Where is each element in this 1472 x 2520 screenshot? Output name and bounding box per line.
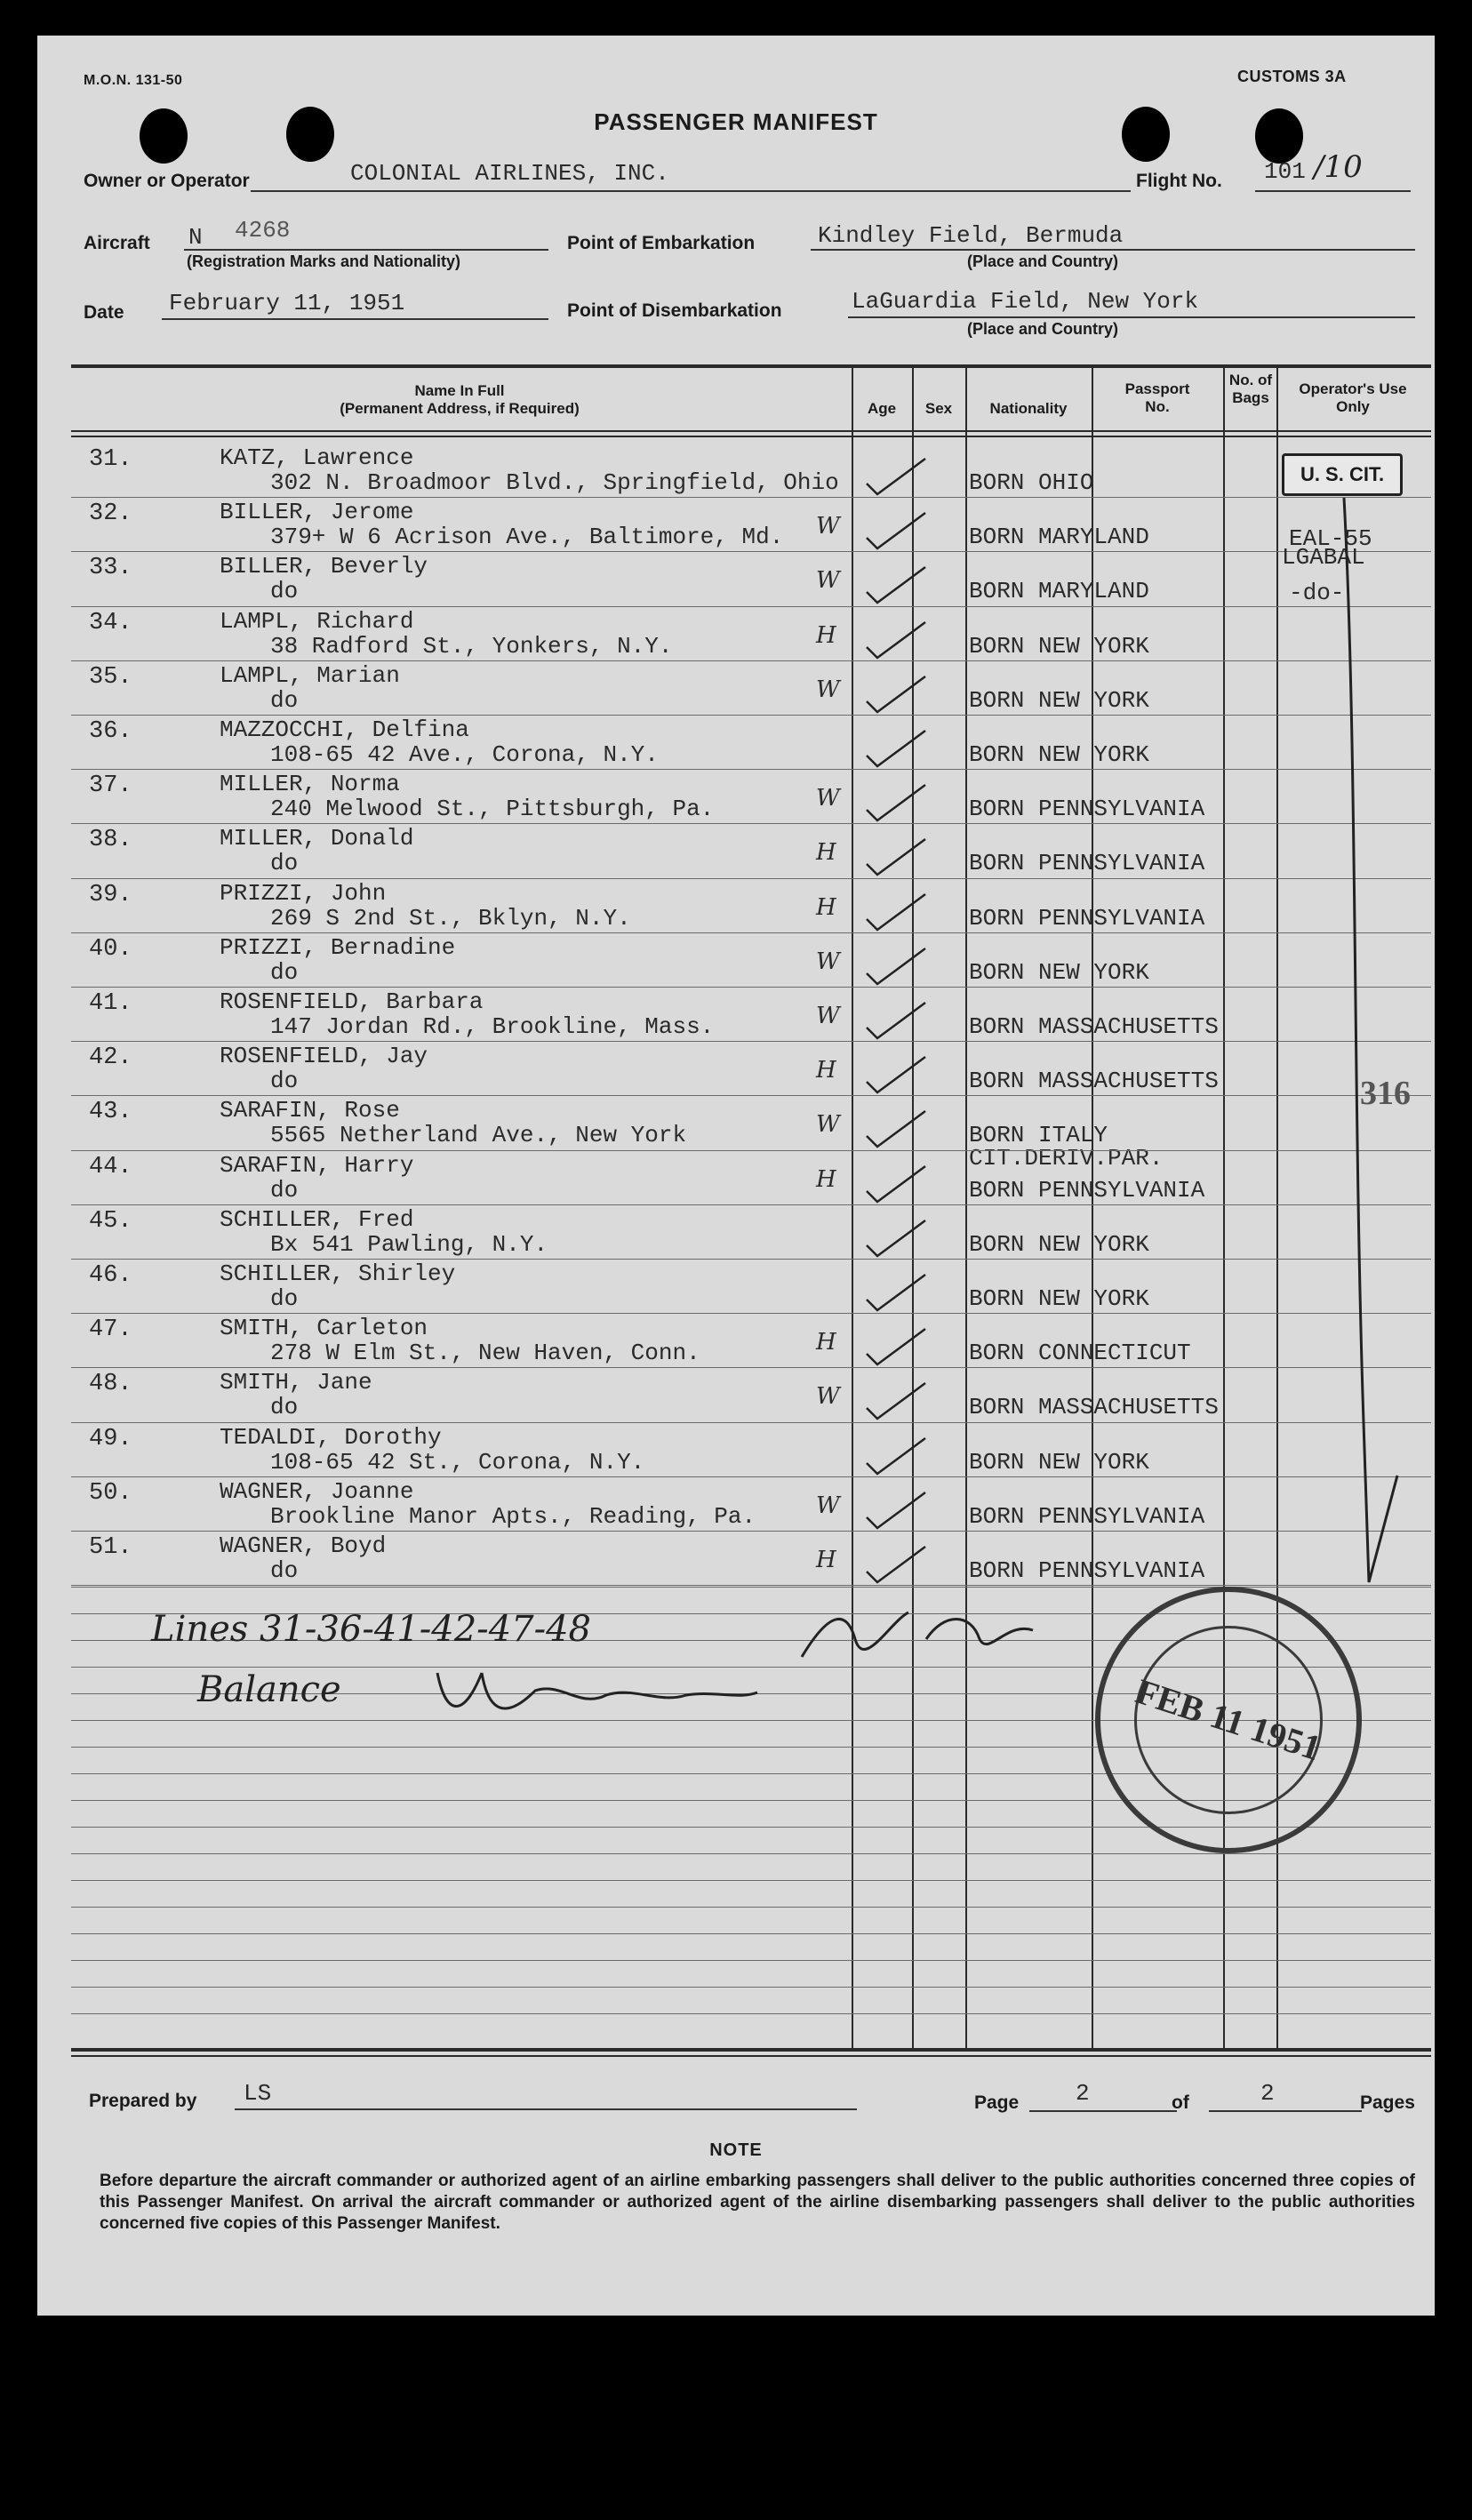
passenger-sex: W xyxy=(816,948,840,975)
page-title: PASSENGER MANIFEST xyxy=(594,108,878,135)
passenger-name: ROSENFIELD, Barbara xyxy=(220,988,484,1015)
age-check-mark xyxy=(860,1378,931,1422)
handwritten-signature xyxy=(428,1655,766,1726)
passenger-address: do xyxy=(270,1557,299,1584)
passenger-address: do xyxy=(270,1176,299,1204)
row-number: 43. xyxy=(89,1099,132,1126)
embark-underline xyxy=(811,249,1415,251)
row-number: 47. xyxy=(89,1316,132,1344)
passenger-name: KATZ, Lawrence xyxy=(220,444,414,471)
age-check-mark xyxy=(860,943,931,988)
passenger-name: MILLER, Norma xyxy=(220,771,400,798)
col-header-name-sub: (Permanent Address, if Required) xyxy=(340,400,580,417)
age-check-mark xyxy=(860,1161,931,1205)
row-divider xyxy=(71,497,1431,498)
col-header-age: Age xyxy=(867,400,897,417)
pages-label: Pages xyxy=(1360,2092,1415,2113)
age-check-mark xyxy=(860,997,931,1042)
passenger-name: SARAFIN, Rose xyxy=(220,1097,400,1124)
aircraft-value: 4268 xyxy=(235,217,291,244)
row-divider xyxy=(71,823,1431,824)
dept-justice-stamp xyxy=(1095,1587,1362,1853)
row-number: 38. xyxy=(89,827,132,854)
passenger-address: 240 Melwood St., Pittsburgh, Pa. xyxy=(270,796,715,823)
passenger-nationality: BORN MARYLAND xyxy=(969,524,1149,551)
passenger-sex: W xyxy=(816,785,840,812)
passenger-sex: W xyxy=(816,1003,840,1029)
passenger-sex: H xyxy=(816,839,836,867)
operator-extra-note: LGABAL xyxy=(1282,544,1365,571)
table-header-border-2 xyxy=(71,436,1431,437)
passenger-address: 269 S 2nd St., Bklyn, N.Y. xyxy=(270,904,631,932)
of-label: of xyxy=(1172,2092,1189,2113)
age-check-mark xyxy=(860,671,931,716)
age-check-mark xyxy=(860,1324,931,1368)
passenger-address: 5565 Netherland Ave., New York xyxy=(270,1122,687,1149)
prepared-underline xyxy=(235,2108,857,2110)
note-text: Before departure the aircraft commander or authorized agent of an airline embarking passengers shall deliver to the public authorities concerned three copies of this Passenger Manifest. On arrival the aircraft commander or authorized agent of the airline disembarking passengers shall deliver to the public authorities concerned five copies of this Passenger Manifest. xyxy=(100,2172,1415,2233)
row-divider xyxy=(71,551,1431,552)
age-check-mark xyxy=(860,1052,931,1096)
passenger-sex: H xyxy=(816,893,836,921)
passenger-nationality: BORN MASSACHUSETTS xyxy=(969,1068,1219,1095)
passenger-address: 38 Radford St., Yonkers, N.Y. xyxy=(270,632,673,660)
total-underline xyxy=(1209,2110,1362,2112)
row-number: 34. xyxy=(89,609,132,636)
passenger-sex: H xyxy=(816,1329,836,1356)
passenger-address: do xyxy=(270,686,299,714)
passenger-sex: H xyxy=(816,1547,836,1573)
row-number: 40. xyxy=(89,935,132,963)
passenger-address: do xyxy=(270,578,299,605)
disembark-value: LaGuardia Field, New York xyxy=(852,288,1199,315)
age-check-mark xyxy=(860,1433,931,1477)
passenger-name: SARAFIN, Harry xyxy=(220,1151,414,1179)
age-check-mark xyxy=(860,617,931,661)
passenger-address: 278 W Elm St., New Haven, Conn. xyxy=(270,1340,700,1367)
row-divider xyxy=(71,1095,1431,1096)
stamp-date: FEB 11 1951 xyxy=(1131,1670,1326,1769)
passenger-nationality: BORN PENNSYLVANIA xyxy=(969,850,1205,877)
flight-underline xyxy=(1255,190,1411,192)
passenger-name: SCHILLER, Shirley xyxy=(220,1260,456,1287)
handwritten-initials xyxy=(793,1604,1060,1675)
empty-row-line xyxy=(71,1987,1431,1988)
table-header-border xyxy=(71,430,1431,432)
aircraft-label: Aircraft xyxy=(84,233,150,253)
date-underline xyxy=(162,318,548,320)
row-number: 32. xyxy=(89,500,132,528)
passenger-nationality: BORN ITALY xyxy=(969,1122,1108,1149)
row-number: 48. xyxy=(89,1371,132,1398)
passenger-address: do xyxy=(270,1285,299,1312)
row-divider xyxy=(71,1476,1431,1477)
passenger-sex: H xyxy=(816,1057,836,1084)
age-check-mark xyxy=(860,834,931,878)
age-check-mark xyxy=(860,725,931,770)
passenger-nationality: BORN MASSACHUSETTS xyxy=(969,1013,1219,1040)
passenger-sex: W xyxy=(816,567,840,595)
passenger-address: do xyxy=(270,1068,299,1095)
row-divider xyxy=(71,1204,1431,1205)
col-divider-passport xyxy=(1092,366,1093,2048)
passenger-address: do xyxy=(270,958,299,986)
passenger-name: MILLER, Donald xyxy=(220,825,414,852)
passenger-nationality: BORN CONNECTICUT xyxy=(969,1340,1191,1367)
empty-row-line xyxy=(71,1880,1431,1881)
passenger-sex: W xyxy=(816,513,840,540)
empty-row-line xyxy=(71,1853,1431,1854)
passenger-nationality: BORN NEW YORK xyxy=(969,1448,1149,1476)
passenger-nationality: BORN NEW YORK xyxy=(969,958,1149,986)
col-header-name xyxy=(73,382,846,418)
passenger-nationality: BORN NEW YORK xyxy=(969,686,1149,714)
passenger-address: do xyxy=(270,850,299,877)
passenger-sex: W xyxy=(816,1383,840,1411)
passenger-nationality: BORN OHIO xyxy=(969,469,1094,496)
row-number: 36. xyxy=(89,718,132,745)
embark-place-sublabel: (Place and Country) xyxy=(967,252,1119,270)
passenger-name: LAMPL, Richard xyxy=(220,607,414,635)
aircraft-underline xyxy=(184,249,548,251)
passenger-nationality: BORN MASSACHUSETTS xyxy=(969,1394,1219,1421)
operator-check-mark xyxy=(1317,480,1415,1653)
aircraft-sublabel: (Registration Marks and Nationality) xyxy=(187,252,461,270)
passenger-name: SMITH, Carleton xyxy=(220,1315,428,1342)
page-label: Page xyxy=(974,2092,1020,2113)
form-number: M.O.N. 131-50 xyxy=(84,73,183,88)
passenger-address: Bx 541 Pawling, N.Y. xyxy=(270,1230,548,1258)
us-citizen-box: U. S. CIT. xyxy=(1282,453,1403,496)
row-divider xyxy=(71,1531,1431,1532)
empty-row-line xyxy=(71,1907,1431,1908)
col-divider-nationality xyxy=(965,366,967,2048)
col-header-operator: Operator's Use Only xyxy=(1299,380,1407,415)
empty-row-line xyxy=(71,1933,1431,1934)
passenger-name: SCHILLER, Fred xyxy=(220,1205,414,1233)
table-bottom-border-2 xyxy=(71,2055,1431,2057)
page-value: 2 xyxy=(1076,2080,1090,2107)
passenger-address: Brookline Manor Apts., Reading, Pa. xyxy=(270,1502,756,1530)
passenger-address: 379+ W 6 Acrison Ave., Baltimore, Md. xyxy=(270,524,784,551)
customs-label: CUSTOMS 3A xyxy=(1237,68,1347,85)
owner-underline xyxy=(251,190,1131,192)
passenger-sex: W xyxy=(816,1492,840,1519)
passenger-nationality: BORN PENNSYLVANIA xyxy=(969,796,1205,823)
col-divider-age xyxy=(852,366,853,2048)
passenger-nationality: BORN NEW YORK xyxy=(969,1230,1149,1258)
passenger-nationality: BORN PENNSYLVANIA xyxy=(969,904,1205,932)
passenger-name: SMITH, Jane xyxy=(220,1369,372,1396)
age-check-mark xyxy=(860,889,931,933)
row-number: 44. xyxy=(89,1153,132,1180)
age-check-mark xyxy=(860,562,931,606)
row-number: 37. xyxy=(89,772,132,800)
passenger-address: 302 N. Broadmoor Blvd., Springfield, Ohio xyxy=(270,469,839,496)
passenger-name: TEDALDI, Dorothy xyxy=(220,1423,442,1451)
age-check-mark xyxy=(860,1106,931,1150)
col-header-name-label: Name In Full xyxy=(414,382,505,399)
date-label: Date xyxy=(84,302,124,323)
row-divider xyxy=(71,660,1431,661)
passenger-name: PRIZZI, Bernadine xyxy=(220,933,456,961)
passenger-sex: H xyxy=(816,1165,836,1193)
passenger-nationality: BORN MARYLAND xyxy=(969,578,1149,605)
row-number: 35. xyxy=(89,663,132,691)
total-pages-value: 2 xyxy=(1260,2080,1275,2107)
row-number: 41. xyxy=(89,990,132,1017)
flight-label: Flight No. xyxy=(1136,171,1222,191)
table-bottom-border xyxy=(71,2048,1431,2052)
embark-value: Kindley Field, Bermuda xyxy=(818,222,1124,249)
page-underline xyxy=(1029,2110,1177,2112)
row-number: 50. xyxy=(89,1479,132,1507)
passenger-sex: W xyxy=(816,676,840,703)
empty-row-line xyxy=(71,1960,1431,1961)
row-divider xyxy=(71,1150,1431,1151)
passenger-nationality: BORN PENNSYLVANIA xyxy=(969,1557,1205,1584)
passenger-address: 108-65 42 Ave., Corona, N.Y. xyxy=(270,741,659,768)
embark-label: Point of Embarkation xyxy=(567,233,756,253)
row-number: 39. xyxy=(89,881,132,908)
row-number: 31. xyxy=(89,446,132,473)
col-header-passport: Passport No. xyxy=(1124,380,1190,415)
age-check-mark xyxy=(860,508,931,552)
row-divider xyxy=(71,1259,1431,1260)
operator-note: -do- xyxy=(1289,580,1345,607)
date-value: February 11, 1951 xyxy=(169,290,405,316)
flight-handwritten: /10 xyxy=(1314,149,1363,185)
side-number: 316 xyxy=(1360,1075,1411,1112)
col-header-nationality: Nationality xyxy=(989,400,1068,417)
row-divider xyxy=(71,878,1431,879)
col-header-sex: Sex xyxy=(924,400,953,417)
row-divider xyxy=(71,606,1431,607)
prepared-label: Prepared by xyxy=(89,2091,197,2111)
aircraft-prefix: N xyxy=(188,224,203,251)
row-divider xyxy=(71,1422,1431,1423)
passenger-nationality: BORN PENNSYLVANIA xyxy=(969,1176,1205,1204)
age-check-mark xyxy=(860,780,931,824)
handwritten-balance-note: Balance xyxy=(197,1669,341,1710)
row-divider xyxy=(71,987,1431,988)
operator-note: EAL-55 xyxy=(1289,525,1372,553)
row-divider xyxy=(71,769,1431,770)
passenger-sex: W xyxy=(816,1111,840,1139)
row-divider xyxy=(71,1313,1431,1314)
passenger-nationality-2: CIT.DERIV.PAR. xyxy=(969,1145,1164,1172)
row-number: 51. xyxy=(89,1534,132,1561)
passenger-nationality: BORN NEW YORK xyxy=(969,741,1149,768)
row-number: 42. xyxy=(89,1044,132,1072)
note-title: NOTE xyxy=(709,2140,763,2160)
row-divider xyxy=(71,715,1431,716)
passenger-address: do xyxy=(270,1394,299,1421)
owner-label: Owner or Operator xyxy=(84,171,250,191)
age-check-mark xyxy=(860,453,931,498)
passenger-name: WAGNER, Joanne xyxy=(220,1477,414,1505)
row-number: 49. xyxy=(89,1425,132,1452)
passenger-name: WAGNER, Boyd xyxy=(220,1532,387,1559)
passenger-name: MAZZOCCHI, Delfina xyxy=(220,716,469,743)
row-number: 45. xyxy=(89,1207,132,1235)
disembark-place-sublabel: (Place and Country) xyxy=(967,320,1119,338)
col-header-bags: No. of Bags xyxy=(1228,372,1273,406)
row-divider xyxy=(71,1367,1431,1368)
passenger-nationality: BORN PENNSYLVANIA xyxy=(969,1502,1205,1530)
age-check-mark xyxy=(860,1215,931,1260)
row-divider xyxy=(71,1041,1431,1042)
passenger-name: LAMPL, Marian xyxy=(220,661,400,689)
passenger-name: BILLER, Jerome xyxy=(220,499,414,526)
row-number: 46. xyxy=(89,1262,132,1289)
row-number: 33. xyxy=(89,555,132,582)
passenger-name: BILLER, Beverly xyxy=(220,553,428,580)
disembark-label: Point of Disembarkation xyxy=(567,300,782,321)
age-check-mark xyxy=(860,1269,931,1314)
table-top-border xyxy=(71,364,1431,368)
empty-row-line xyxy=(71,2013,1431,2014)
age-check-mark xyxy=(860,1541,931,1586)
handwritten-lines-note: Lines 31-36-41-42-47-48 xyxy=(151,1609,591,1650)
initials-scribble xyxy=(793,1604,1060,1666)
owner-value: COLONIAL AIRLINES, INC. xyxy=(350,160,669,187)
passenger-name: PRIZZI, John xyxy=(220,879,387,907)
disembark-underline xyxy=(848,316,1415,318)
passenger-name: ROSENFIELD, Jay xyxy=(220,1043,428,1070)
passenger-sex: H xyxy=(816,621,836,649)
passenger-address: 108-65 42 St., Corona, N.Y. xyxy=(270,1448,645,1476)
flight-value: 101 xyxy=(1264,158,1306,185)
passenger-nationality: BORN NEW YORK xyxy=(969,632,1149,660)
passenger-nationality: BORN NEW YORK xyxy=(969,1285,1149,1312)
age-check-mark xyxy=(860,1487,931,1532)
manifest-document xyxy=(37,36,1435,2316)
row-divider xyxy=(71,932,1431,933)
passenger-address: 147 Jordan Rd., Brookline, Mass. xyxy=(270,1013,715,1040)
prepared-value: LS xyxy=(244,2080,272,2107)
